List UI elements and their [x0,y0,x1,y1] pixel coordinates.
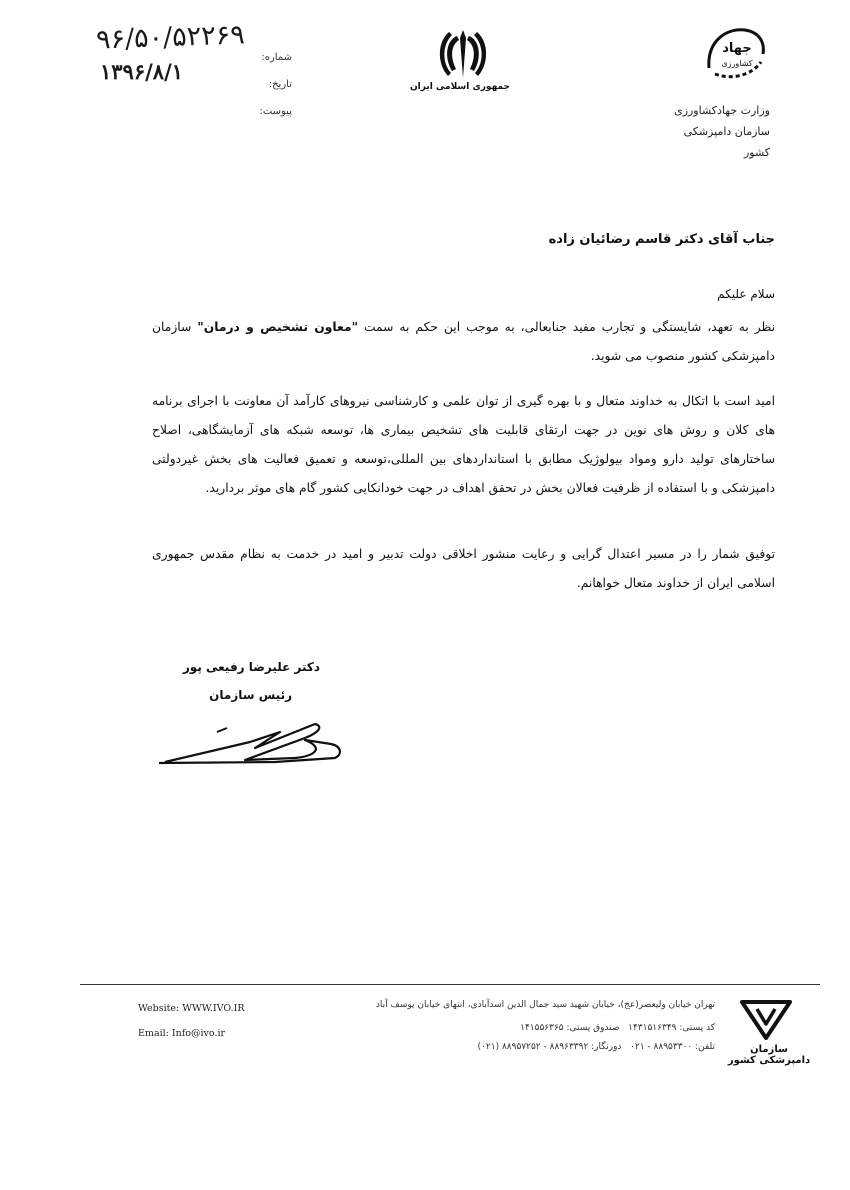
paragraph-1-end: سازمان دامپزشکی کشور منصوب می شوید. [152,320,775,363]
phone: تلفن: ۸۸۹۵۳۳۰۰ - ۰۲۱ [630,1042,715,1052]
ministry-name [660,100,770,163]
postal-code: کد پستی: ۱۴۳۱۵۱۶۳۴۹ [628,1023,715,1033]
letter-date: ۱۳۹۶/۸/۱ [100,59,184,84]
phone-and-fax [450,1038,715,1057]
fax: دورنگار: ۸۸۹۶۳۳۹۲ - ۸۸۹۵۷۲۵۲ (۰۲۱) [477,1042,622,1052]
organization-caption: سازمان دامپزشکی کشور [727,1044,811,1066]
date-label: تاریخ: [268,79,292,90]
ministry-logo-top: جهاد [722,41,752,56]
recipient: جناب آقای دکتر قاسم رضائیان زاده [548,232,775,247]
contact-numbers [450,1019,715,1057]
appointed-position: "معاون تشخیص و درمان" [197,320,359,334]
po-box: صندوق پستی: ۱۴۱۵۵۶۳۶۵ [520,1023,620,1033]
website[interactable]: Website: WWW.IVO.IR [138,1003,245,1014]
postal-and-po-box [450,1019,715,1038]
paragraph-1 [152,313,775,371]
signer-name: دکتر علیرضا رفیعی پور [182,660,320,674]
iran-emblem-icon [433,26,493,82]
address: تهران خیابان ولیعصر(عج)، خیابان شهید سید جمال الدین اسدآبادی، انتهای خیابان یوسف آباد [375,1000,715,1010]
meta-labels [240,44,292,125]
attachment-label: پیوست: [259,106,292,117]
veterinary-organization-logo-icon [738,998,794,1040]
paragraph-2: امید است با اتکال به خداوند متعال و با بهره گیری از توان علمی و کارشناسی نیروهای کارآمد آن معاونت با اجرای برنامه های کلان و روش های نوین در جهت ارتقای قابلیت های تشخیص بیماری ها، توسعه شبکه های آزمایشگاهی، اصلاح ساختارهای تولید دارو ومواد بیولوژیک مطابق با استانداردهای بین المللی،توسعه و تعمیق فعالیت های بخش غیردولتی دامپزشکی و با استفاده از ظرفیت فعالان بخش در تحقق اهداف در جهت خودانکایی کشور گام های موثر بردارید. [152,394,775,495]
footer-divider [80,984,820,985]
salutation: سلام علیکم [717,287,775,301]
signature-icon [155,718,345,768]
ministry-logo-bottom: کشاورزی [721,59,753,68]
letter-number: ۹۶/۵۰/۵۲۲۶۹ [95,19,246,56]
paragraph-3: توفیق شمار را در مسیر اعتدال گرایی و رعایت منشور اخلاقی دولت تدبیر و امید در خدمت به نظام مقدس جمهوری اسلامی ایران از خداوند متعال خواهانم. [152,547,775,590]
signer-title: رئیس سازمان [209,688,292,702]
ministry-logo-icon [701,24,769,82]
number-label: شماره: [261,52,292,63]
ministry-line-2: سازمان دامپزشکی کشور [683,125,770,159]
email[interactable]: Email: Info@ivo.ir [138,1028,226,1039]
ministry-line-1: وزارت جهادکشاورزی [674,104,770,117]
emblem-caption: جمهوری اسلامی ایران [409,82,511,92]
paragraph-1-start: نظر به تعهد، شایستگی و تجارب مفید جنابعالی، به موجب این حکم به سمت [358,320,776,334]
